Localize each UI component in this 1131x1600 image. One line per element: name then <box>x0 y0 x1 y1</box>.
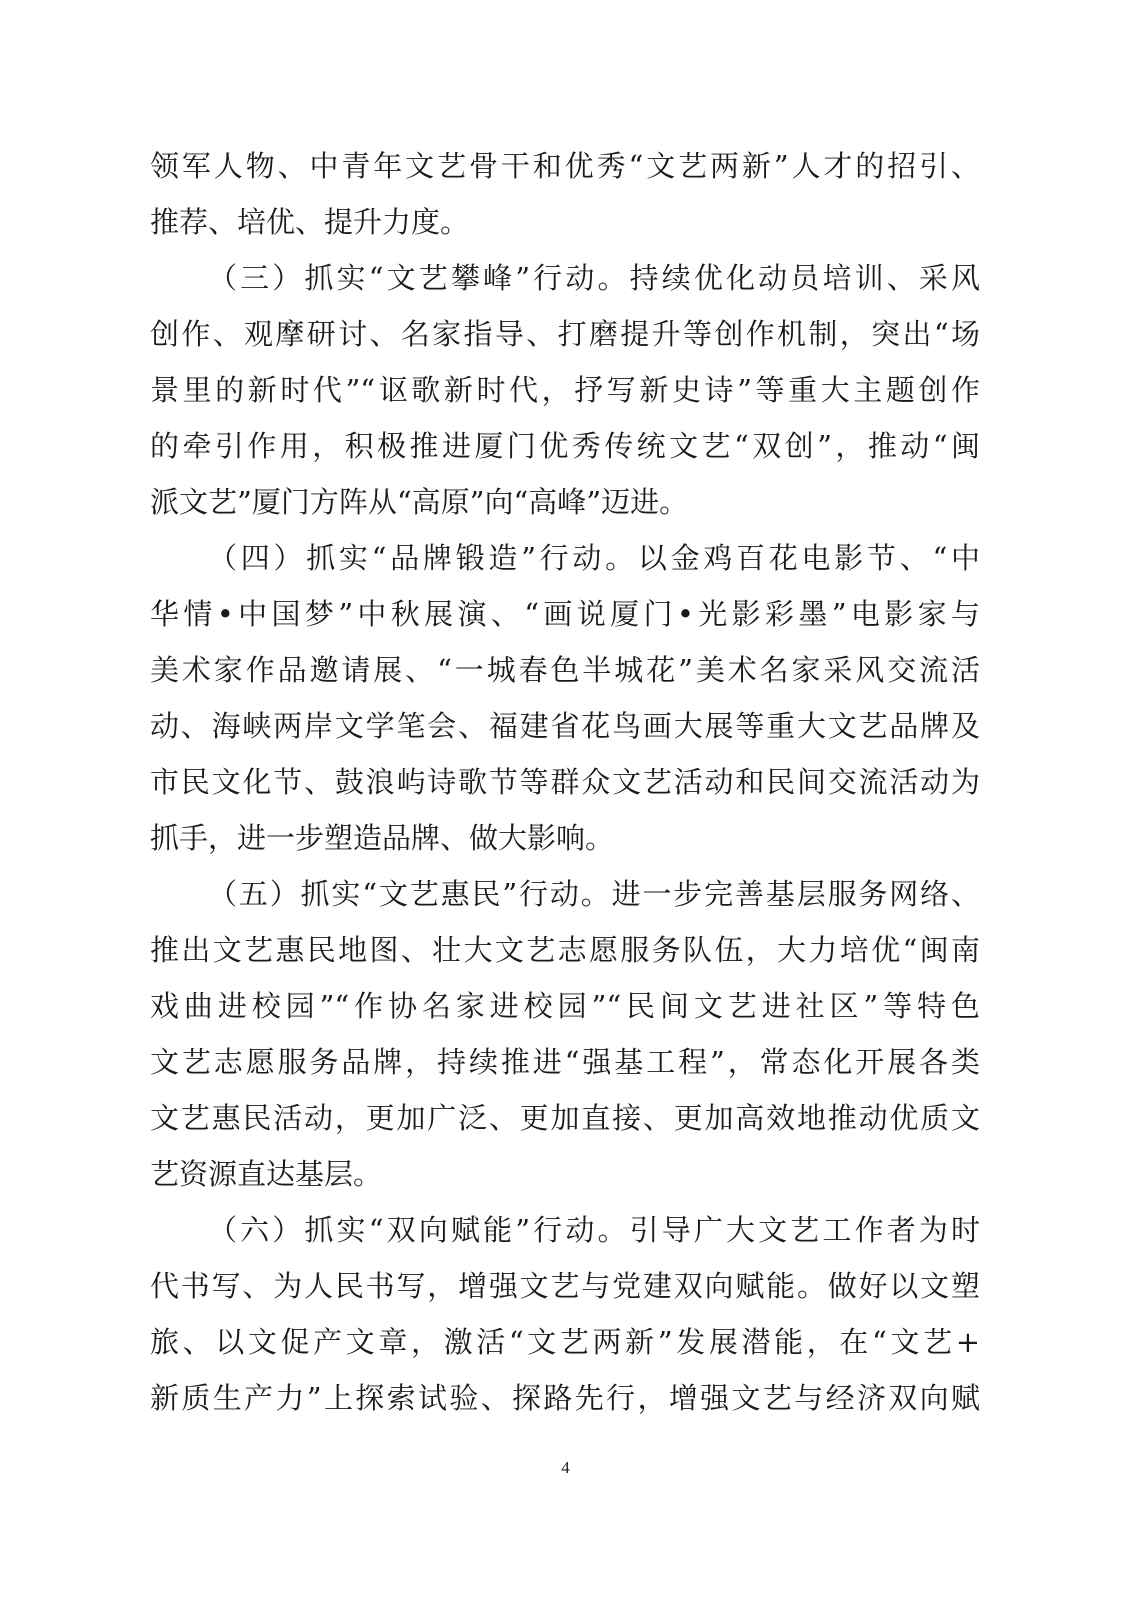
body-text <box>150 138 980 1426</box>
text-line: 领军人物、中青年文艺骨干和优秀“文艺两新”人才的招引、 <box>150 149 980 183</box>
text-line: 文艺惠民活动，更加广泛、更加直接、更加高效地推动优质文 <box>150 1101 980 1135</box>
section-heading-line: （六）抓实“双向赋能”行动。引导广大文艺工作者为时 <box>208 1213 980 1247</box>
section-heading-line: （四）抓实“品牌锻造”行动。以金鸡百花电影节、“中 <box>208 541 980 575</box>
text-line: 华情•中国梦”中秋展演、“画说厦门•光影彩墨”电影家与 <box>150 597 980 631</box>
text-line: 动、海峡两岸文学笔会、福建省花鸟画大展等重大文艺品牌及 <box>150 709 980 743</box>
text-line: 的牵引作用，积极推进厦门优秀传统文艺“双创”，推动“闽 <box>150 429 980 463</box>
text-line: 代书写、为人民书写，增强文艺与党建双向赋能。做好以文塑 <box>150 1269 980 1303</box>
text-line: 文艺志愿服务品牌，持续推进“强基工程”，常态化开展各类 <box>150 1045 980 1079</box>
text-line: 戏曲进校园”“作协名家进校园”“民间文艺进社区”等特色 <box>150 989 980 1023</box>
text-line: 创作、观摩研讨、名家指导、打磨提升等创作机制，突出“场 <box>150 317 980 351</box>
text-line: 旅、以文促产文章，激活“文艺两新”发展潜能，在“文艺+ <box>150 1325 980 1359</box>
section-heading-line: （三）抓实“文艺攀峰”行动。持续优化动员培训、采风 <box>208 261 980 295</box>
text-line: 市民文化节、鼓浪屿诗歌节等群众文艺活动和民间交流活动为 <box>150 765 980 799</box>
text-line: 推荐、培优、提升力度。 <box>150 205 470 239</box>
text-line: 新质生产力”上探索试验、探路先行，增强文艺与经济双向赋 <box>150 1381 980 1415</box>
page-number: 4 <box>561 1458 570 1477</box>
section-heading-line: （五）抓实“文艺惠民”行动。进一步完善基层服务网络、 <box>208 877 980 911</box>
text-line: 美术家作品邀请展、“一城春色半城花”美术名家采风交流活 <box>150 653 980 687</box>
text-line: 艺资源直达基层。 <box>150 1157 383 1191</box>
text-line: 抓手，进一步塑造品牌、做大影响。 <box>150 821 615 855</box>
text-line: 派文艺”厦门方阵从“高原”向“高峰”迈进。 <box>150 485 689 519</box>
text-line: 景里的新时代”“讴歌新时代，抒写新史诗”等重大主题创作 <box>150 373 980 407</box>
text-line: 推出文艺惠民地图、壮大文艺志愿服务队伍，大力培优“闽南 <box>150 933 980 967</box>
